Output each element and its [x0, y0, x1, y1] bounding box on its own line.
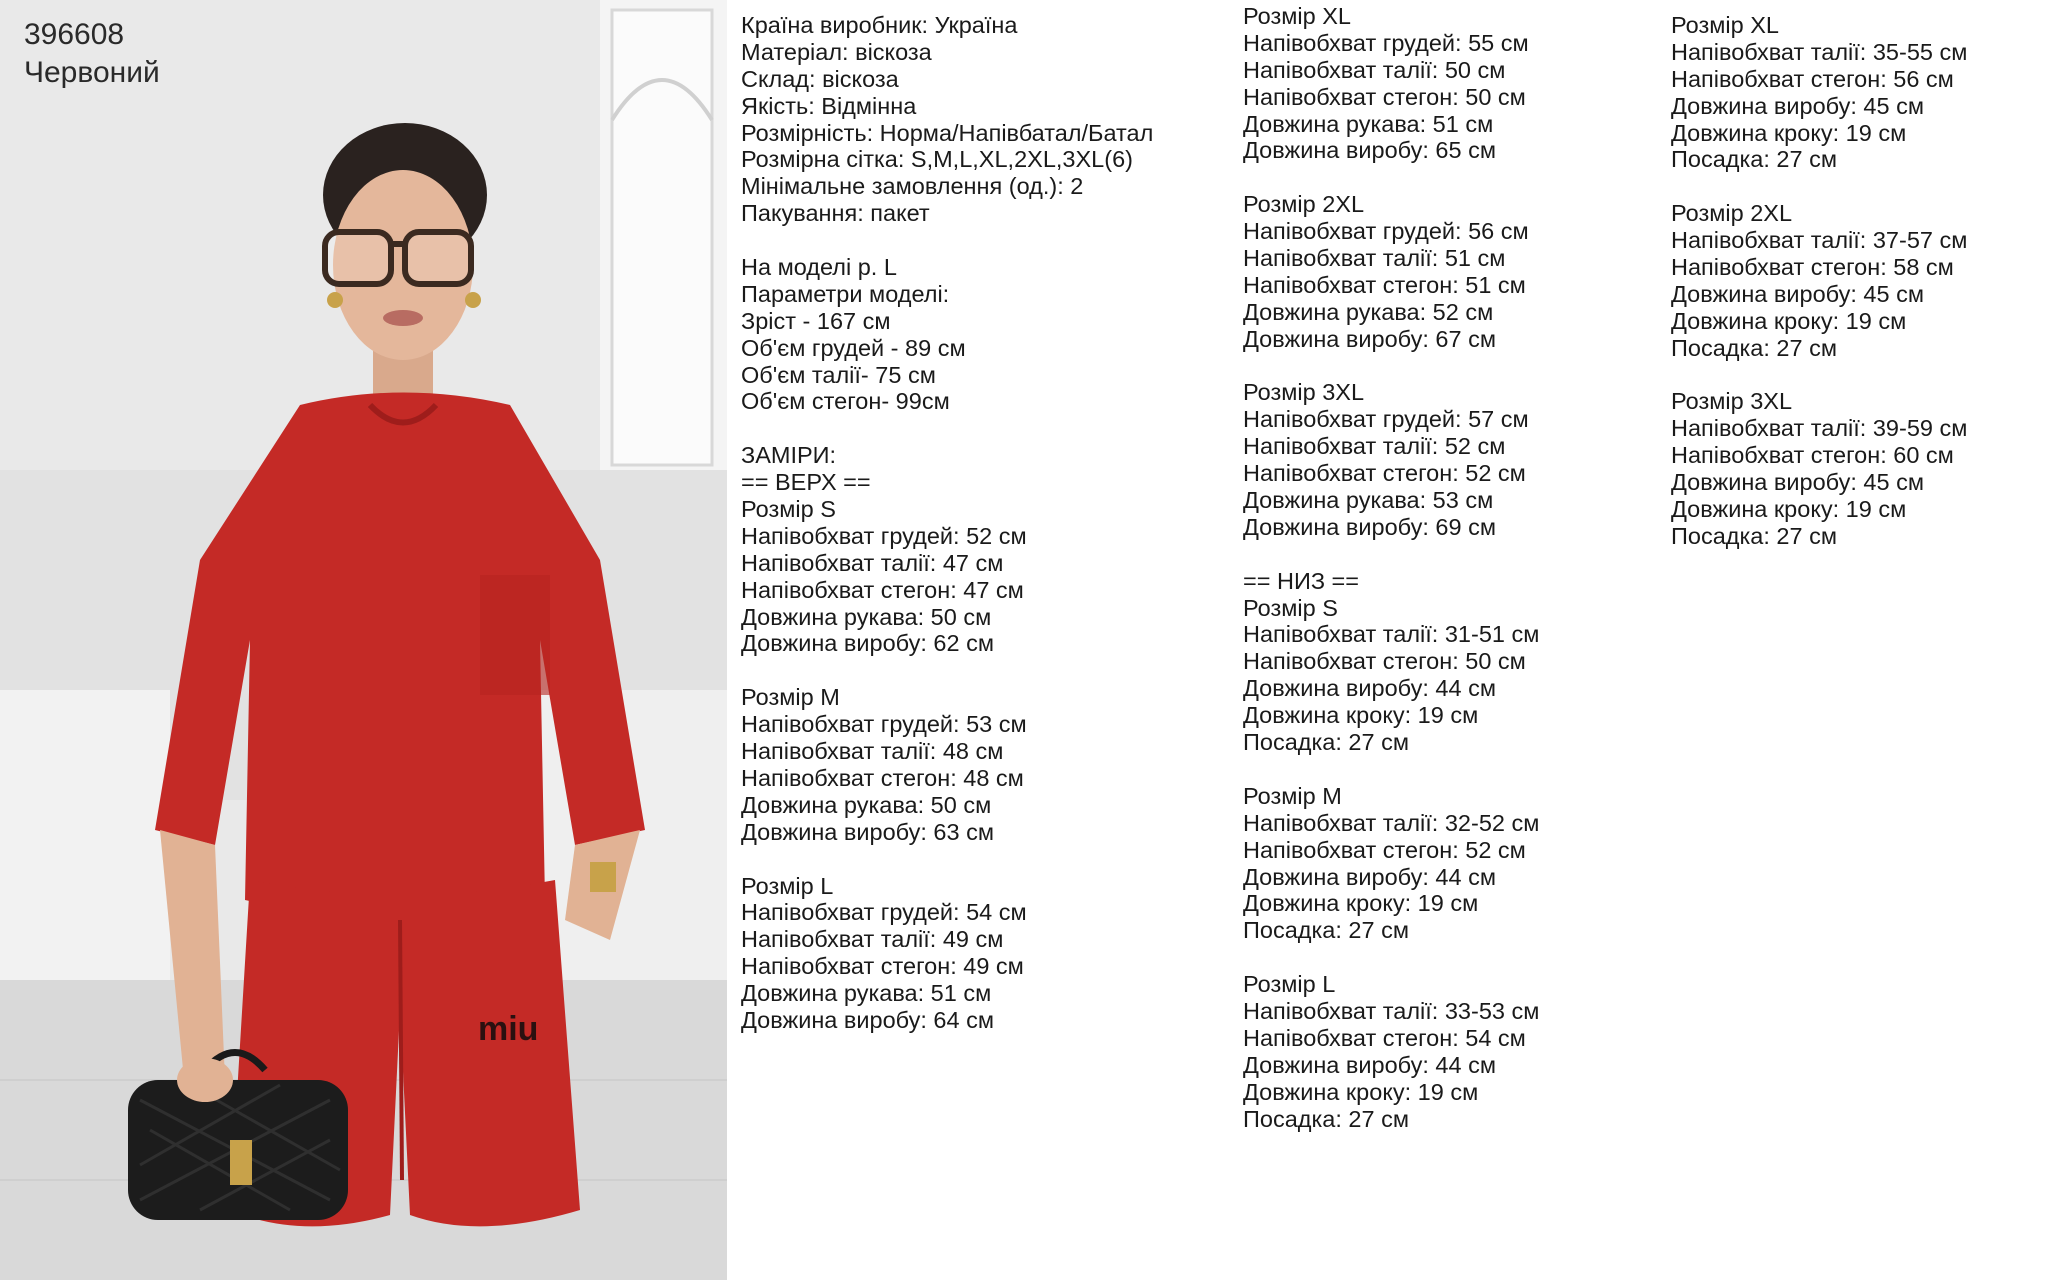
spec-line: Довжина виробу: 65 см — [1243, 137, 1496, 164]
spec-line: Посадка: 27 см — [1243, 1105, 1409, 1132]
spec-line: Напівобхват стегон: 51 см — [1243, 271, 1526, 298]
product-code: 396608 — [24, 18, 125, 51]
spec-line: Довжина виробу: 67 см — [1243, 325, 1496, 352]
spec-line: Напівобхват стегон: 54 см — [1243, 1024, 1526, 1051]
spec-line: Напівобхват стегон: 47 см — [741, 576, 1024, 603]
spec-line: Напівобхват талії: 50 см — [1243, 56, 1506, 83]
spec-line: Напівобхват грудей: 54 см — [741, 899, 1027, 926]
spec-line: Довжина рукава: 51 см — [741, 980, 992, 1007]
spec-line: Розмір XL — [1243, 3, 1351, 29]
spec-line: Розмір L — [1243, 971, 1336, 998]
spec-line: Довжина виробу: 69 см — [1243, 513, 1496, 540]
spec-line: Напівобхват грудей: 52 см — [741, 522, 1027, 549]
line-gap — [1243, 164, 1539, 191]
spec-line: Довжина кроку: 19 см — [1243, 702, 1479, 729]
spec-line: На моделі р. L — [741, 254, 897, 281]
spec-line: Мінімальне замовлення (од.): 2 — [741, 173, 1084, 200]
spec-line: Напівобхват грудей: 55 см — [1243, 29, 1529, 56]
spec-line: Довжина виробу: 45 см — [1671, 92, 1924, 119]
line-gap — [1243, 541, 1539, 568]
spec-line: Країна виробник: Україна — [741, 12, 1018, 38]
spec-line: Розмірна сітка: S,M,L,XL,2XL,3XL(6) — [741, 146, 1133, 173]
spec-line: Розмір 2XL — [1243, 191, 1365, 218]
spec-column-1 — [741, 12, 1153, 1034]
spec-line: Напівобхват талії: 51 см — [1243, 245, 1506, 272]
spec-line: Напівобхват талії: 32-52 см — [1243, 809, 1540, 836]
model-illustration — [0, 0, 727, 1280]
spec-line: == ВЕРХ == — [741, 469, 871, 496]
line-gap — [741, 227, 1153, 254]
spec-line: Напівобхват стегон: 52 см — [1243, 460, 1526, 487]
spec-line: == НИЗ == — [1243, 567, 1360, 594]
spec-line: Довжина виробу: 44 см — [1243, 863, 1496, 890]
spec-column-2 — [1243, 3, 1539, 1132]
spec-line: Довжина рукава: 50 см — [741, 791, 992, 818]
spec-line: Довжина рукава: 51 см — [1243, 110, 1494, 137]
spec-line: Довжина виробу: 64 см — [741, 1006, 994, 1033]
spec-line: Напівобхват стегон: 60 см — [1671, 442, 1954, 469]
spec-line: Розмір 2XL — [1671, 200, 1793, 227]
spec-line: Розмір S — [1243, 594, 1338, 621]
spec-line: Напівобхват стегон: 58 см — [1671, 254, 1954, 281]
spec-line: Довжина виробу: 45 см — [1671, 469, 1924, 496]
line-gap — [741, 657, 1153, 684]
line-gap — [1243, 353, 1539, 380]
line-gap — [1671, 362, 1967, 389]
spec-line: Розмір 3XL — [1243, 379, 1365, 406]
spec-line: Довжина кроку: 19 см — [1671, 307, 1907, 334]
spec-line: Напівобхват грудей: 57 см — [1243, 406, 1529, 433]
spec-line: Напівобхват грудей: 53 см — [741, 711, 1027, 738]
spec-line: Посадка: 27 см — [1243, 917, 1409, 944]
spec-line: Напівобхват талії: 33-53 см — [1243, 997, 1540, 1024]
spec-line: Посадка: 27 см — [1671, 334, 1837, 361]
spec-line: Розмір L — [741, 872, 834, 899]
spec-line: Довжина виробу: 44 см — [1243, 675, 1496, 702]
spec-line: Довжина виробу: 62 см — [741, 630, 994, 657]
spec-line: Напівобхват стегон: 49 см — [741, 953, 1024, 980]
spec-line: Якість: Відмінна — [741, 92, 917, 119]
spec-line: ЗАМІРИ: — [741, 442, 837, 469]
spec-line: Напівобхват грудей: 56 см — [1243, 218, 1529, 245]
line-gap — [1243, 756, 1539, 783]
spec-line: Довжина рукава: 52 см — [1243, 298, 1494, 325]
product-photo — [0, 0, 727, 1280]
spec-line: Посадка: 27 см — [1671, 146, 1837, 173]
spec-line: Матеріал: віскоза — [741, 38, 932, 65]
spec-line: Розмірність: Норма/Напівбатал/Батал — [741, 119, 1154, 146]
spec-line: Напівобхват стегон: 56 см — [1671, 65, 1954, 92]
spec-line: Об'єм талії- 75 см — [741, 361, 936, 388]
spec-line: Довжина кроку: 19 см — [1671, 119, 1907, 146]
spec-line: Розмір XL — [1671, 12, 1779, 38]
spec-line: Пакування: пакет — [741, 200, 930, 227]
spec-line: Напівобхват талії: 37-57 см — [1671, 227, 1968, 254]
spec-line: Розмір 3XL — [1671, 388, 1793, 415]
spec-line: Довжина кроку: 19 см — [1243, 1078, 1479, 1105]
spec-line: Напівобхват стегон: 48 см — [741, 764, 1024, 791]
line-gap — [741, 415, 1153, 442]
spec-column-3 — [1671, 12, 1967, 550]
line-gap — [1671, 173, 1967, 200]
spec-line: Напівобхват стегон: 50 см — [1243, 83, 1526, 110]
spec-line: Напівобхват талії: 52 см — [1243, 433, 1506, 460]
spec-line: Напівобхват стегон: 50 см — [1243, 648, 1526, 675]
spec-line: Напівобхват талії: 47 см — [741, 549, 1004, 576]
spec-line: Довжина рукава: 50 см — [741, 603, 992, 630]
spec-line: Об'єм стегон- 99см — [741, 388, 950, 415]
spec-line: Напівобхват талії: 35-55 см — [1671, 38, 1968, 65]
spec-line: Посадка: 27 см — [1243, 729, 1409, 756]
spec-line: Зріст - 167 см — [741, 307, 891, 334]
spec-line: Об'єм грудей - 89 см — [741, 334, 966, 361]
spec-line: Розмір M — [1243, 782, 1342, 809]
spec-line: Довжина рукава: 53 см — [1243, 487, 1494, 514]
spec-line: Напівобхват талії: 49 см — [741, 926, 1004, 953]
spec-line: Довжина виробу: 45 см — [1671, 280, 1924, 307]
spec-line: Напівобхват талії: 48 см — [741, 738, 1004, 765]
line-gap — [741, 846, 1153, 873]
spec-line: Напівобхват стегон: 52 см — [1243, 836, 1526, 863]
spec-line: Напівобхват талії: 39-59 см — [1671, 415, 1968, 442]
spec-line: Склад: віскоза — [741, 65, 899, 92]
spec-line: Посадка: 27 см — [1671, 522, 1837, 549]
spec-line: Довжина виробу: 44 см — [1243, 1051, 1496, 1078]
line-gap — [1243, 944, 1539, 971]
spec-line: Довжина виробу: 63 см — [741, 818, 994, 845]
spec-line: Параметри моделі: — [741, 280, 950, 307]
spec-line: Розмір M — [741, 684, 840, 711]
svg-text:miu: miu — [478, 1010, 539, 1048]
spec-line: Довжина кроку: 19 см — [1671, 496, 1907, 523]
spec-line: Довжина кроку: 19 см — [1243, 890, 1479, 917]
spec-line: Напівобхват талії: 31-51 см — [1243, 621, 1540, 648]
product-color: Червоний — [24, 56, 160, 89]
spec-line: Розмір S — [741, 496, 836, 523]
